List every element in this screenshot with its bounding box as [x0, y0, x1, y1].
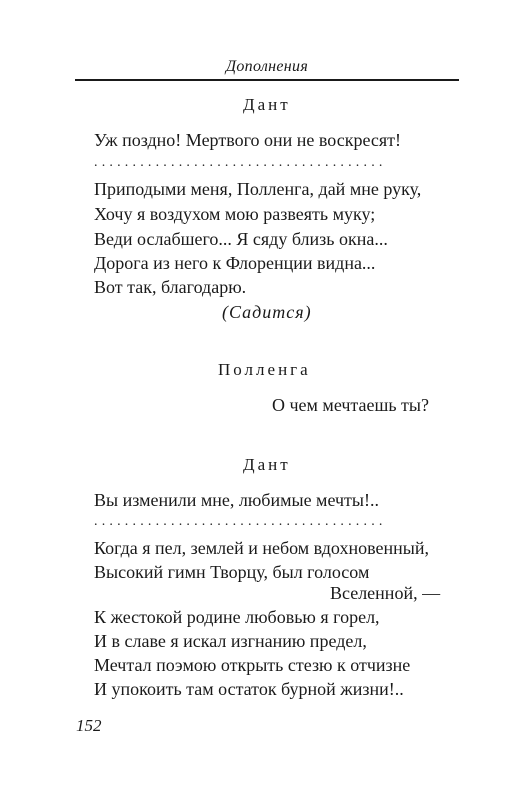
verse-line: Когда я пел, землей и небом вдохновенный,: [94, 538, 429, 558]
verse-line-continuation: Вселенной, —: [330, 583, 441, 603]
verse-line: К жестокой родине любовью я горел,: [94, 607, 380, 627]
verse-line: Высокий гимн Творцу, был голосом: [94, 562, 370, 582]
speaker-name: Дант: [243, 95, 291, 114]
stage-direction: (Садится): [222, 302, 312, 322]
speaker-name: Дант: [243, 455, 291, 474]
verse-line: И упокоить там остаток бурной жизни!..: [94, 679, 404, 699]
verse-line: Приподыми меня, Полленга, дай мне руку,: [94, 179, 422, 199]
omission-dots: ......................................: [94, 155, 387, 170]
running-head: Дополнения: [225, 58, 309, 75]
verse-line: Веди ослабшего... Я сяду близь окна...: [94, 229, 388, 249]
verse-line: Хочу я воздухом мою развеять муку;: [94, 204, 376, 224]
omission-dots: ......................................: [94, 514, 387, 529]
verse-line: Мечтал поэмою открыть стезю к отчизне: [94, 655, 411, 675]
verse-line: И в славе я искал изгнанию предел,: [94, 631, 367, 651]
verse-line: Вы изменили мне, любимые мечты!..: [94, 490, 379, 510]
verse-line: Вот так, благодарю.: [94, 277, 247, 297]
verse-line: Дорога из него к Флоренции видна...: [94, 253, 376, 273]
speaker-name: Полленга: [218, 360, 311, 379]
verse-line: Уж поздно! Мертвого они не воскресят!: [94, 130, 402, 150]
header-rule: [75, 79, 459, 81]
page-number: 152: [76, 716, 102, 735]
verse-line: О чем мечтаешь ты?: [272, 395, 429, 415]
